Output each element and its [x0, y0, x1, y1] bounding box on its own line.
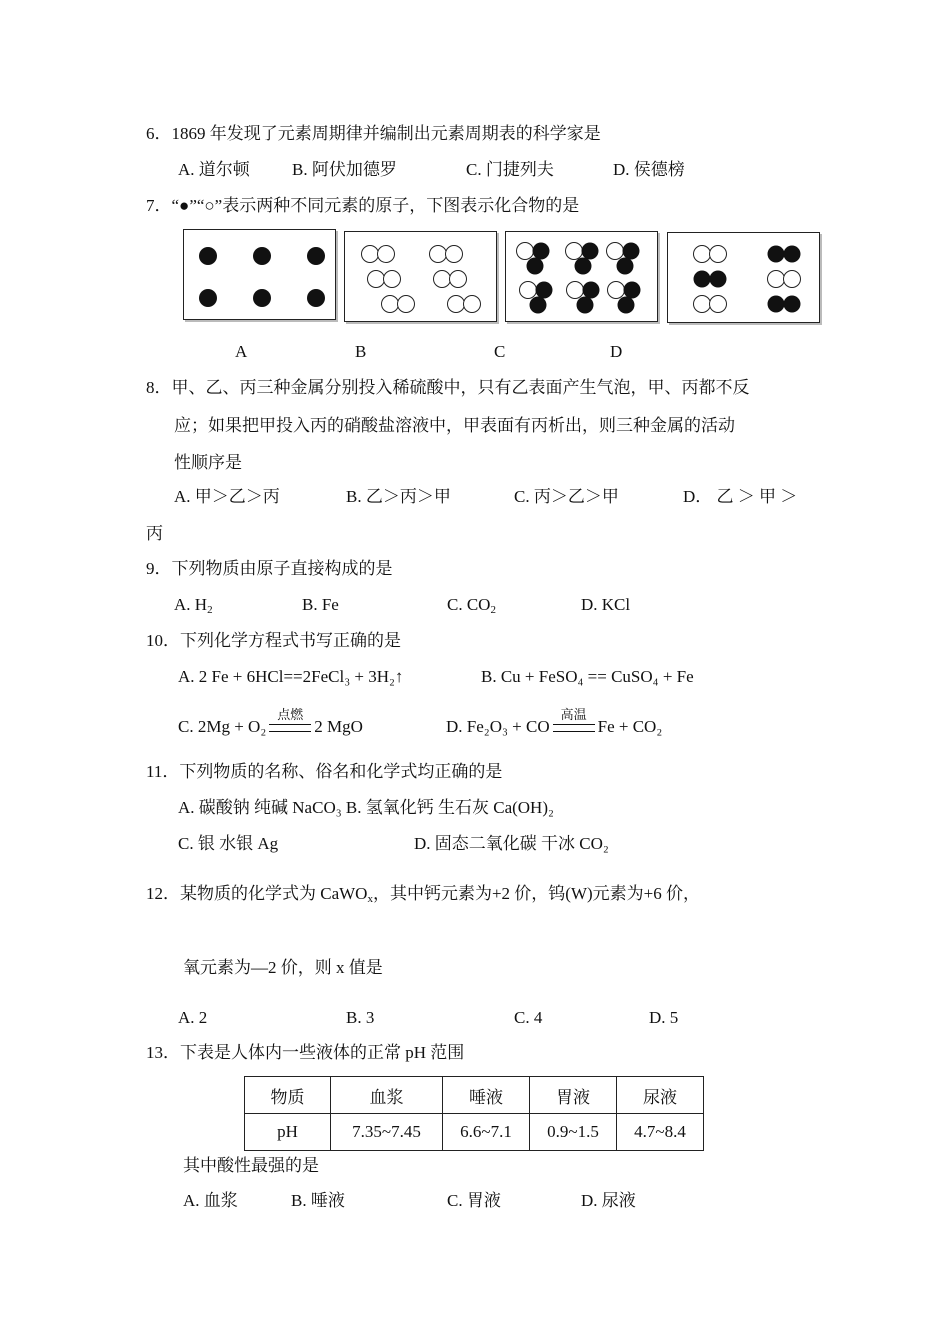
q9-option-a: A. $H_2$	[174, 595, 213, 616]
q12-stem: 12．某物质的化学式为 CaWO$_x$，其中钙元素为+2 价，钨(W)元素为+6 价，	[146, 884, 701, 905]
q8-option-a: A. 甲＞乙＞丙	[174, 487, 280, 506]
atoms-mixed-pairs	[668, 233, 819, 322]
q7-label-d: D	[610, 342, 623, 361]
table-row	[245, 1114, 704, 1151]
q13-followup: 其中酸性最强的是	[183, 1156, 319, 1175]
q8-stem-line3: 性顺序是	[174, 453, 242, 472]
q8-option-b: B. 乙＞丙＞甲	[346, 487, 451, 506]
q11-row1: A. 碳酸钠 纯碱 NaCO₃ B. 氢氧化钙 生石灰 Ca(OH)₂	[178, 798, 554, 817]
table-cell: 7.35~7.45	[331, 1114, 443, 1151]
table-cell: 胃液	[530, 1077, 617, 1114]
table-cell: 唾液	[443, 1077, 530, 1114]
q8-stem-line1: 8．甲、乙、丙三种金属分别投入稀硫酸中，只有乙表面产生气泡，甲、丙都不反	[146, 378, 750, 397]
q12-option-a: A. 2	[178, 1008, 208, 1027]
q11-option-c: C. 银 水银 Ag	[178, 834, 279, 853]
q7-figure-c	[505, 231, 658, 322]
q7-figure-b	[344, 231, 497, 322]
q10-option-a: A. 2 Fe + 6HCl==2FeCl₃ + 3H₂↑	[178, 667, 404, 686]
q10-option-b: B. Cu + FeSO₄ == CuSO₄ + Fe	[481, 667, 694, 686]
q13-option-d: D. 尿液	[581, 1191, 636, 1210]
q8-option-c: C. 丙＞乙＞甲	[514, 487, 619, 506]
q12-option-b: B. 3	[346, 1008, 375, 1027]
q12-option-c: C. 4	[514, 1008, 543, 1027]
q12-option-d: D. 5	[649, 1008, 679, 1027]
q13-option-a: A. 血浆	[183, 1191, 238, 1210]
q6-option-c: C. 门捷列夫	[466, 160, 554, 179]
q7-stem: 7．“●”“○”表示两种不同元素的原子，下图表示化合物的是	[146, 196, 580, 215]
q6-option-b: B. 阿伏加德罗	[292, 160, 397, 179]
table-header-row	[245, 1077, 704, 1114]
q13-option-b: B. 唾液	[291, 1191, 345, 1210]
atoms-white-pairs	[345, 232, 496, 321]
q10-option-d: D. Fe₂O₃ + CO 高温 Fe + CO₂	[446, 707, 663, 736]
q7-figure-d	[667, 232, 820, 323]
q8-option-d: D． 乙 ＞ 甲 ＞	[683, 487, 798, 506]
q7-label-a: A	[235, 342, 248, 361]
q11-stem: 11．下列物质的名称、俗名和化学式均正确的是	[146, 762, 503, 781]
q7-label-c: C	[494, 342, 506, 361]
table-cell: 0.9~1.5	[530, 1114, 617, 1151]
table-cell: 6.6~7.1	[443, 1114, 530, 1151]
q11-option-d: D. 固态二氧化碳 干冰 CO₂	[414, 834, 609, 853]
table-cell: 尿液	[617, 1077, 704, 1114]
table-cell: 物质	[245, 1077, 331, 1114]
q7-label-b: B	[355, 342, 367, 361]
q12-stem-line2: 氧元素为—2 价，则 x 值是	[183, 958, 383, 977]
q13-stem: 13．下表是人体内一些液体的正常 pH 范围	[146, 1043, 465, 1062]
q6-option-d: D. 侯德榜	[613, 160, 685, 179]
q8-option-d-wrap: 丙	[146, 524, 163, 543]
reaction-condition-ignite: 点燃	[269, 716, 311, 738]
q13-option-c: C. 胃液	[447, 1191, 501, 1210]
reaction-condition-high-temp: 高温	[553, 716, 595, 738]
q10-stem: 10．下列化学方程式书写正确的是	[146, 631, 401, 650]
table-cell: 4.7~8.4	[617, 1114, 704, 1151]
q10-option-c: C. 2Mg + O₂ 点燃 2 MgO	[178, 707, 363, 736]
atoms-triatomic-mixed	[506, 232, 657, 321]
table-cell: pH	[245, 1114, 331, 1151]
table-cell: 血浆	[331, 1077, 443, 1114]
q6-stem: 6．1869 年发现了元素周期律并编制出元素周期表的科学家是	[146, 124, 601, 143]
q8-stem-line2: 应；如果把甲投入丙的硝酸盐溶液中，甲表面有丙析出，则三种金属的活动	[174, 416, 735, 435]
q9-option-c: C. $CO_2$	[447, 595, 496, 616]
q9-option-d: D. KCl	[581, 595, 631, 614]
q9-option-b: B. Fe	[302, 595, 339, 614]
q9-stem: 9．下列物质由原子直接构成的是	[146, 559, 393, 578]
atoms-single-black	[184, 230, 335, 319]
ph-table	[244, 1076, 704, 1151]
q7-figure-a	[183, 229, 336, 320]
q6-option-a: A. 道尔顿	[178, 160, 250, 179]
